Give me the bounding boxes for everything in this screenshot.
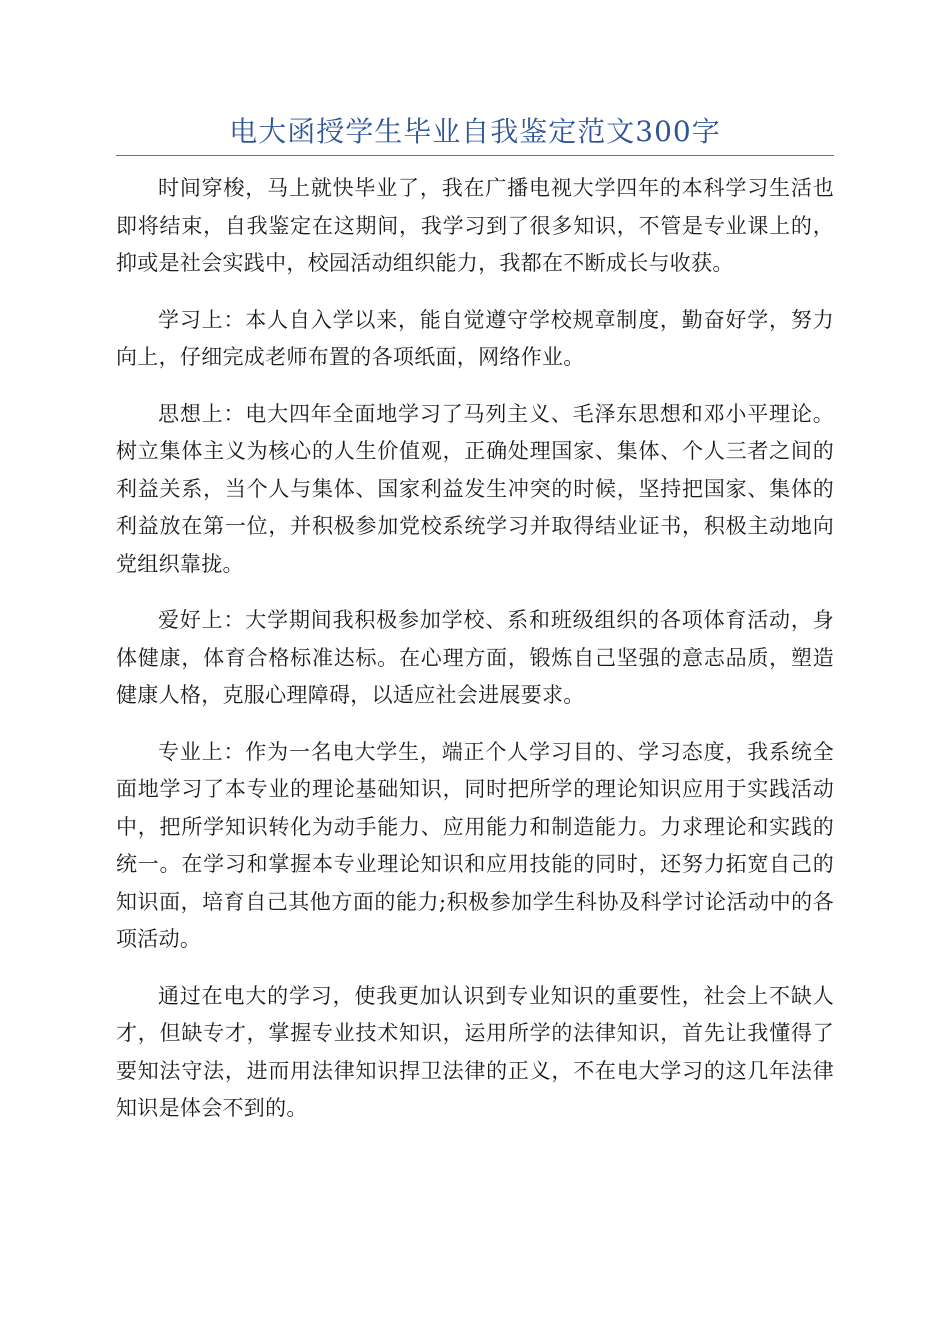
- paragraph-intro: 时间穿梭，马上就快毕业了，我在广播电视大学四年的本科学习生活也即将结束，自我鉴定在这期间，我学习到了很多知识，不管是专业课上的，抑或是社会实践中，校园活动组织能力，我都在不断成长与收获。: [116, 176, 834, 275]
- document-title: 电大函授学生毕业自我鉴定范文300字: [229, 115, 721, 148]
- paragraph-major: 专业上：作为一名电大学生，端正个人学习目的、学习态度，我系统全面地学习了本专业的理论基础知识，同时把所学的理论知识应用于实践活动中，把所学知识转化为动手能力、应用能力和制造能力。力求理论和实践的统一。在学习和掌握本专业理论知识和应用技能的同时，还努力拓宽自己的知识面，培育自己其他方面的能力;积极参加学生科协及科学讨论活动中的各项活动。: [116, 739, 834, 951]
- title-block: [116, 112, 834, 156]
- document-body: [116, 170, 834, 1147]
- paragraph-hobbies: 爱好上：大学期间我积极参加学校、系和班级组织的各项体育活动，身体健康，体育合格标准达标。在心理方面，锻炼自己坚强的意志品质，塑造健康人格，克服心理障碍，以适应社会进展要求。: [116, 608, 834, 707]
- paragraph-conclusion: 通过在电大的学习，使我更加认识到专业知识的重要性，社会上不缺人才，但缺专才，掌握专业技术知识，运用所学的法律知识，首先让我懂得了要知法守法，进而用法律知识捍卫法律的正义，不在电大学习的这几年法律知识是体会不到的。: [116, 983, 834, 1120]
- paragraph-ideology: 思想上：电大四年全面地学习了马列主义、毛泽东思想和邓小平理论。树立集体主义为核心的人生价值观，正确处理国家、集体、个人三者之间的利益关系，当个人与集体、国家利益发生冲突的时候，坚持把国家、集体的利益放在第一位，并积极参加党校系统学习并取得结业证书，积极主动地向党组织靠拢。: [116, 401, 834, 576]
- paragraph-study: 学习上：本人自入学以来，能自觉遵守学校规章制度，勤奋好学，努力向上，仔细完成老师布置的各项纸面，网络作业。: [116, 307, 834, 369]
